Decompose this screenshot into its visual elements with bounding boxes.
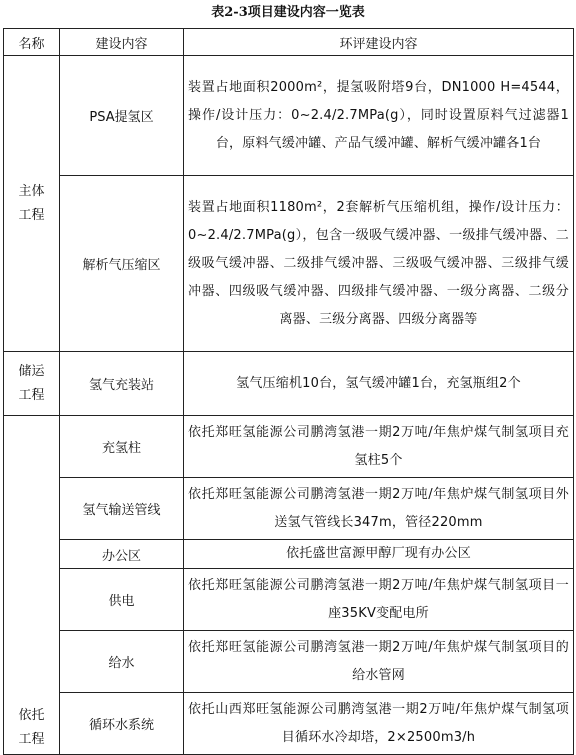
- table-row: [4, 569, 574, 631]
- desc-text: 依托郑旺氢能源公司鹏湾氢港一期2万吨/年焦炉煤气制氢项目的给水管网: [188, 639, 569, 683]
- desc-cell: [184, 478, 574, 540]
- header-row: [4, 29, 574, 56]
- group-rely-label: 依托工程: [18, 708, 45, 747]
- header-name: 名称: [4, 29, 60, 56]
- item-cell: 给水: [60, 631, 184, 693]
- desc-text: 装置占地面积2000m²，提氢吸附塔9台，DN1000 H=4544，操作/设计压力：0~2.4/2.7MPa(g），同时设置原料气过滤器1台，原料气缓冲罐、产品气缓冲罐、解析气缓冲罐各1台: [188, 79, 569, 151]
- desc-text: 装置占地面积1180m²，2套解析气压缩机组，操作/设计压力：0~2.4/2.7MPa(g），包含一级吸气缓冲器、一级排气缓冲器、二级吸气缓冲器、二级排气缓冲器、三级吸气缓冲器、三级排气缓冲器、四级吸气缓冲器、四级排气缓冲器、一级分离器、二级分离器、三级分离器、四级分离器等: [188, 199, 569, 327]
- desc-text: 依托郑旺氢能源公司鹏湾氢港一期2万吨/年焦炉煤气制氢项目充氢柱5个: [188, 424, 569, 468]
- desc-text: 依托郑旺氢能源公司鹏湾氢港一期2万吨/年焦炉煤气制氢项目外送氢气管线长347m，管径220mm: [188, 486, 569, 530]
- item-cell: 解析气压缩区: [60, 176, 184, 352]
- desc-text: 氢气压缩机10台，氢气缓冲罐1台，充氢瓶组2个: [236, 375, 521, 391]
- item-cell: 办公区: [60, 540, 184, 569]
- desc-cell: [184, 416, 574, 478]
- table-row: [4, 176, 574, 352]
- desc-cell: [184, 693, 574, 755]
- item-cell: 氢气充装站: [60, 352, 184, 416]
- table-row: [4, 478, 574, 540]
- group-main-label: 主体工程: [18, 183, 45, 223]
- desc-cell: [184, 540, 574, 569]
- group-rely-cell: [4, 416, 60, 755]
- desc-cell: [184, 631, 574, 693]
- desc-cell: [184, 352, 574, 416]
- table-row: [4, 56, 574, 176]
- desc-cell: [184, 176, 574, 352]
- table-row: [4, 540, 574, 569]
- project-content-table: [3, 28, 574, 755]
- header-eia-content: 环评建设内容: [184, 29, 574, 56]
- group-storage-cell: [4, 352, 60, 416]
- desc-text: 依托盛世富源甲醇厂现有办公区: [286, 546, 471, 561]
- desc-text: 依托郑旺氢能源公司鹏湾氢港一期2万吨/年焦炉煤气制氢项目一座35KV变配电所: [188, 577, 569, 621]
- desc-cell: [184, 569, 574, 631]
- table-caption: 表2-3项目建设内容一览表: [211, 5, 365, 20]
- item-cell: 氢气输送管线: [60, 478, 184, 540]
- table-row: [4, 631, 574, 693]
- desc-cell: [184, 56, 574, 176]
- group-storage-label: 储运工程: [18, 363, 45, 403]
- group-main-cell: [4, 56, 60, 352]
- table-row: [4, 352, 574, 416]
- table-row: [4, 416, 574, 478]
- table-row: [4, 693, 574, 755]
- item-cell: 充氢柱: [60, 416, 184, 478]
- desc-text: 依托山西郑旺氢能源公司鹏湾氢港一期2万吨/年焦炉煤气制氢项目循环水冷却塔，2×2500m3/h: [188, 701, 569, 745]
- header-content: 建设内容: [60, 29, 184, 56]
- item-cell: PSA提氢区: [60, 56, 184, 176]
- item-cell: 循环水系统: [60, 693, 184, 755]
- item-cell: 供电: [60, 569, 184, 631]
